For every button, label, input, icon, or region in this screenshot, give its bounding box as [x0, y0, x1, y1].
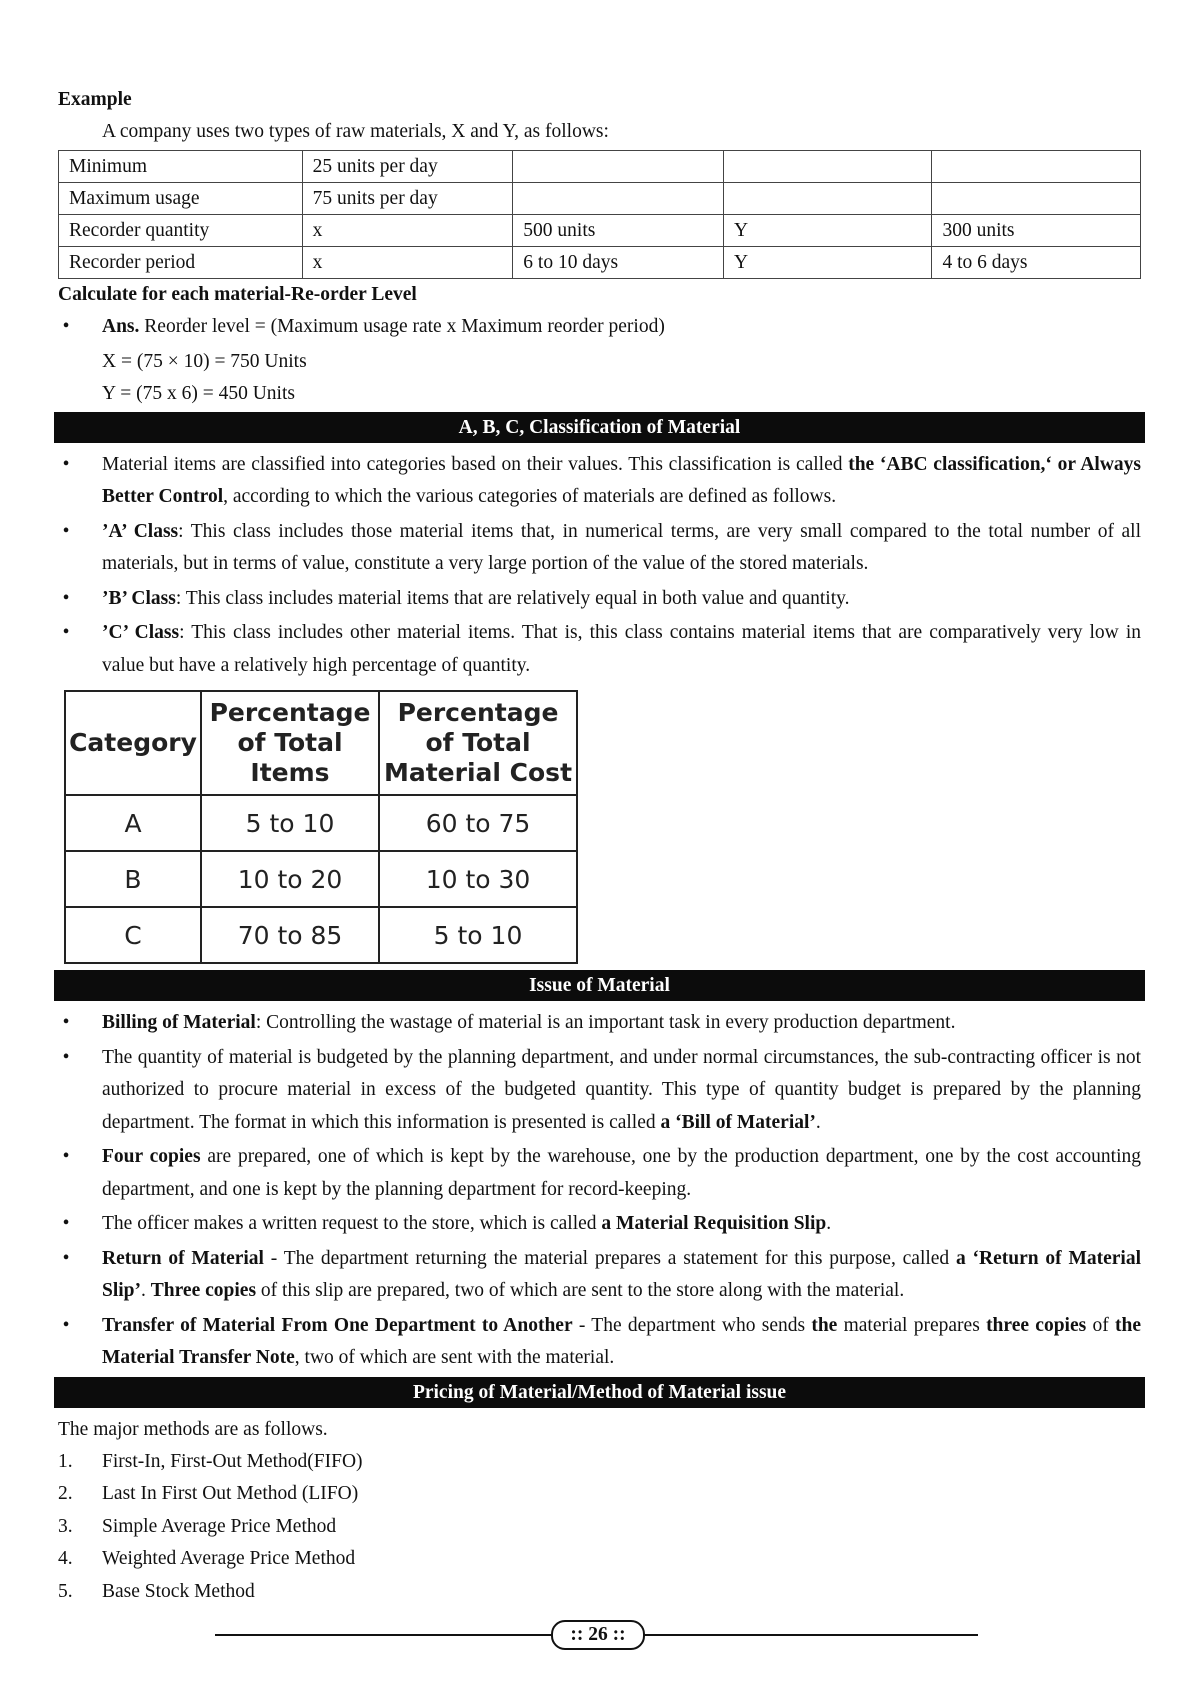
table-row	[59, 183, 1141, 215]
list-item	[58, 1543, 1141, 1576]
table-cell: Y	[723, 215, 931, 247]
text: Material items are classified into categories based on their values. This classification is called	[102, 453, 849, 475]
table-cell: B	[65, 851, 201, 907]
text: The quantity of material is budgeted by the planning department, and under normal circumstances, the sub-contracting officer is not authorized to procure material in excess of the budgeted quantity. This type of quantity budget is prepared by the planning department. The format in which this information is presented is called	[102, 1046, 1141, 1133]
bold-text: Billing of Material	[102, 1012, 256, 1033]
table-cell: 10 to 20	[201, 851, 379, 907]
text: : Controlling the wastage of material is an important task in every production department.	[255, 1012, 956, 1033]
table-cell	[932, 183, 1141, 215]
bold-text: Three copies	[150, 1280, 257, 1301]
list-item	[58, 617, 1141, 682]
method-text: Base Stock Method	[102, 1580, 255, 1602]
table-header-row	[65, 691, 577, 795]
text: , two of which are sent with the material.	[294, 1347, 615, 1368]
table-cell: Recorder quantity	[59, 215, 303, 247]
bold-text: Four copies	[102, 1146, 201, 1167]
bullet-icon: •	[62, 1146, 70, 1167]
table-row	[65, 907, 577, 963]
bold-text: a ‘Return of Material Slip’	[102, 1247, 1141, 1301]
text: : This class includes material items that are relatively equal in both value and quantity.	[175, 587, 850, 609]
table-cell: 5 to 10	[201, 795, 379, 851]
text: - The department returning the material prepares a statement for this purpose, called	[263, 1247, 956, 1269]
bullet-icon: •	[62, 622, 70, 643]
methods-list	[58, 1446, 1141, 1609]
bold-text: three copies	[986, 1314, 1087, 1336]
bold-text: ’C’ Class	[102, 622, 180, 643]
bold-text: a ‘Bill of Material’	[660, 1111, 816, 1133]
list-item	[58, 1141, 1141, 1206]
table-cell	[723, 151, 931, 183]
table-cell: 500 units	[513, 215, 724, 247]
column-header: Percentage of Total Material Cost	[379, 691, 577, 795]
bullet-icon: •	[62, 1247, 70, 1269]
text: The officer makes a written request to the store, which is called	[102, 1213, 602, 1234]
bullet-icon: •	[62, 1314, 70, 1336]
pricing-intro: The major methods are as follows.	[58, 1418, 328, 1440]
table-cell: Y	[723, 247, 931, 279]
table-row	[65, 851, 577, 907]
list-number: 4.	[58, 1548, 73, 1569]
table-cell	[932, 151, 1141, 183]
page-number: :: 26 ::	[551, 1620, 645, 1650]
list-item	[58, 1446, 1141, 1479]
table-cell: 5 to 10	[379, 907, 577, 963]
list-number: 2.	[58, 1483, 73, 1504]
list-number: 1.	[58, 1450, 73, 1472]
method-text: First-In, First-Out Method(FIFO)	[102, 1450, 363, 1472]
list-item	[58, 583, 1141, 616]
list-item	[58, 1576, 1141, 1609]
usage-table	[58, 150, 1141, 279]
table-cell: 25 units per day	[302, 151, 513, 183]
text: .	[815, 1111, 821, 1133]
x-calculation: X = (75 × 10) = 750 Units	[102, 350, 307, 372]
table-row	[65, 795, 577, 851]
table-cell: Recorder period	[59, 247, 303, 279]
bold-text: the	[811, 1314, 838, 1336]
table-cell: A	[65, 795, 201, 851]
table-cell: 300 units	[932, 215, 1141, 247]
column-header: Percentage of Total Items	[201, 691, 379, 795]
list-item	[58, 1007, 1141, 1040]
section-title-abc: A, B, C, Classification of Material	[54, 412, 1145, 443]
list-item	[58, 311, 1141, 344]
abc-table	[64, 690, 578, 964]
text: are prepared, one of which is kept by the warehouse, one by the production department, one by the cost accounting department, and one is kept by the planning department for record-keeping.	[102, 1146, 1141, 1200]
bullet-icon: •	[62, 1213, 70, 1234]
text: .	[826, 1213, 832, 1234]
table-cell	[723, 183, 931, 215]
example-intro: A company uses two types of raw materials, X and Y, as follows:	[102, 121, 609, 142]
abc-bullets	[58, 449, 1141, 683]
method-text: Last In First Out Method (LIFO)	[102, 1483, 359, 1504]
list-number: 5.	[58, 1580, 73, 1602]
table-cell: 10 to 30	[379, 851, 577, 907]
table-cell	[513, 151, 724, 183]
footer-rule-left	[215, 1634, 551, 1636]
section-title-pricing: Pricing of Material/Method of Material issue	[54, 1377, 1145, 1408]
bold-text: Return of Material	[102, 1247, 264, 1269]
list-number: 3.	[58, 1515, 73, 1537]
bullet-icon: •	[62, 453, 70, 475]
bullet-icon: •	[62, 1012, 70, 1033]
table-cell: C	[65, 907, 201, 963]
text: of this slip are prepared, two of which are sent to the store along with the material.	[256, 1280, 905, 1301]
text: - The department who sends	[572, 1314, 812, 1336]
bold-text: ’A’ Class	[102, 520, 179, 542]
table-cell: 70 to 85	[201, 907, 379, 963]
table-row	[59, 247, 1141, 279]
table-cell	[513, 183, 724, 215]
bold-text: the ‘ABC classification,‘ or Always Better Control	[102, 453, 1141, 507]
column-header: Category	[65, 691, 201, 795]
bullet-icon: •	[62, 587, 70, 609]
text: of	[1086, 1314, 1115, 1336]
section-title-issue: Issue of Material	[54, 970, 1145, 1001]
table-row	[59, 215, 1141, 247]
list-item	[58, 1243, 1141, 1308]
method-text: Simple Average Price Method	[102, 1515, 337, 1537]
document-page	[58, 84, 1141, 1608]
list-item	[58, 1511, 1141, 1544]
bullet-icon: •	[62, 316, 70, 337]
table-cell: 4 to 6 days	[932, 247, 1141, 279]
bold-text: ’B’ Class	[102, 587, 176, 609]
page-footer	[215, 1620, 978, 1650]
method-text: Weighted Average Price Method	[102, 1548, 356, 1569]
text: : This class includes those material items that, in numerical terms, are very small compared to the total number of all materials, but in terms of value, constitute a very large portion of the value of the stored materials.	[102, 520, 1141, 574]
y-calculation: Y = (75 x 6) = 450 Units	[102, 382, 295, 404]
table-cell: Maximum usage	[59, 183, 303, 215]
text: .	[141, 1280, 151, 1301]
text: material prepares	[837, 1314, 987, 1336]
issue-bullets	[58, 1007, 1141, 1375]
table-cell: Minimum	[59, 151, 303, 183]
list-item	[58, 1478, 1141, 1511]
list-item	[58, 449, 1141, 514]
list-item	[58, 516, 1141, 581]
table-cell: 6 to 10 days	[513, 247, 724, 279]
list-item	[58, 1208, 1141, 1241]
ans-label: Ans.	[102, 316, 140, 337]
table-cell: x	[302, 247, 513, 279]
footer-rule-right	[645, 1634, 978, 1636]
table-cell: 75 units per day	[302, 183, 513, 215]
list-item	[58, 1310, 1141, 1375]
answer-list	[58, 311, 1141, 344]
bold-text: Transfer of Material From One Department to Another	[102, 1314, 573, 1336]
text: : This class includes other material items. That is, this class contains material items that are comparatively very low in value but have a relatively high percentage of quantity.	[102, 622, 1141, 676]
calc-heading: Calculate for each material-Re-order Level	[58, 284, 417, 305]
bold-text: a Material Requisition Slip	[601, 1213, 827, 1234]
table-row	[59, 151, 1141, 183]
bold-text: the Material Transfer Note	[102, 1314, 1141, 1368]
table-cell: x	[302, 215, 513, 247]
list-item	[58, 1042, 1141, 1140]
text: , according to which the various categories of materials are defined as follows.	[223, 486, 837, 507]
ans-text: Reorder level = (Maximum usage rate x Maximum reorder period)	[139, 316, 665, 337]
example-heading: Example	[58, 89, 132, 110]
table-cell: 60 to 75	[379, 795, 577, 851]
bullet-icon: •	[62, 520, 70, 542]
bullet-icon: •	[62, 1046, 70, 1068]
